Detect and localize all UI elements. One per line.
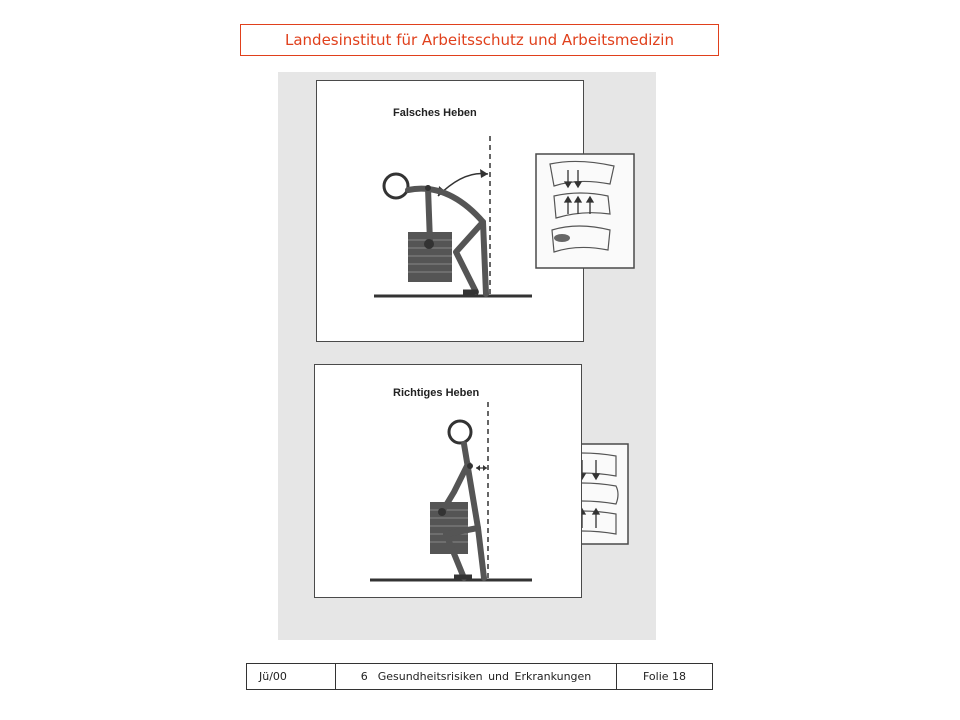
footer-author-date-text: Jü/00 (259, 670, 287, 683)
footer-slide-number-text: Folie 18 (642, 670, 687, 683)
slide-footer (246, 663, 713, 690)
institute-title: Landesinstitut für Arbeitsschutz und Arbeitsmedizin (285, 31, 674, 49)
footer-chapter-number: 6 (360, 670, 368, 683)
correct-lifting-illustration (278, 72, 656, 640)
head-correct (449, 421, 471, 443)
footer-chapter (336, 664, 617, 689)
footer-slide-number (617, 664, 712, 689)
panel-wrong-lifting-label: Falsches Heben (393, 107, 477, 119)
scanned-figure (278, 72, 656, 640)
panel-correct-lifting-label: Richtiges Heben (393, 387, 480, 399)
footer-author-date (247, 664, 336, 689)
institute-title-box (240, 24, 719, 56)
footer-chapter-title: Gesundheitsrisiken und Erkrankungen (377, 670, 592, 683)
